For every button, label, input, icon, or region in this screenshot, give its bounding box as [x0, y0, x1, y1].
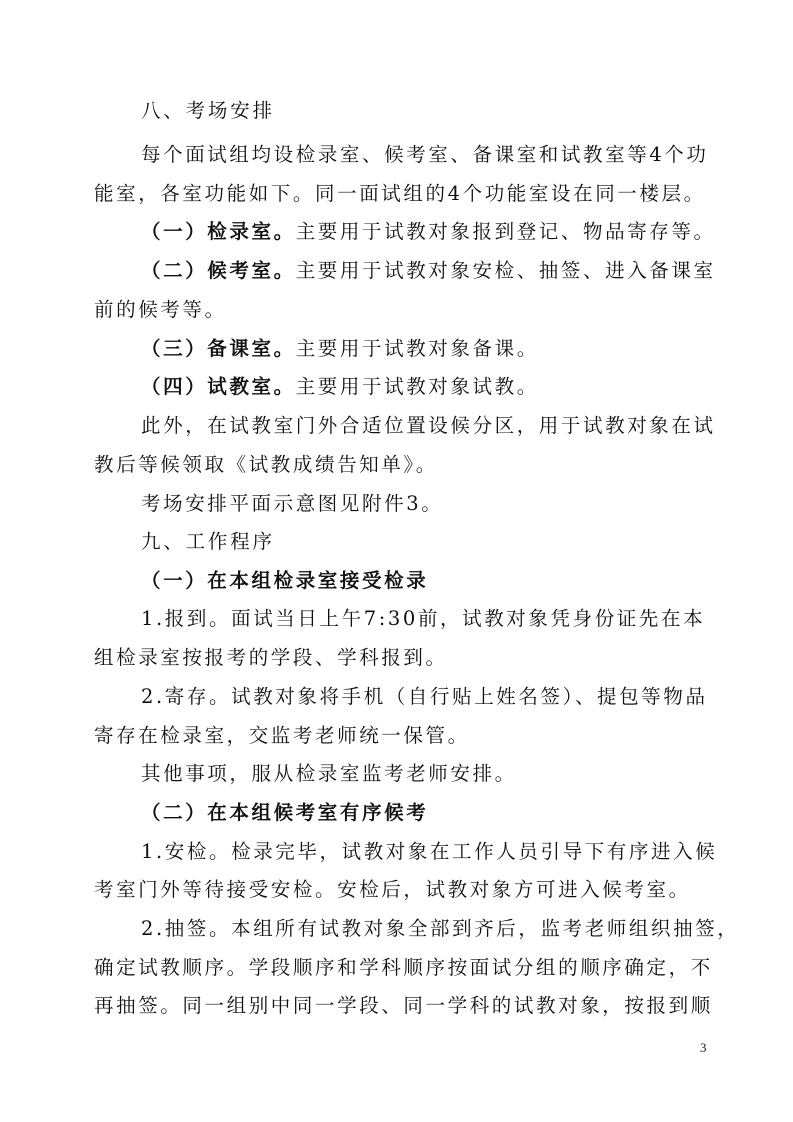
section-heading-work-procedure: 九、工作程序 — [141, 530, 275, 553]
paragraph-line: 其他事项，服从检录室监考老师安排。 — [141, 762, 517, 785]
list-item-preparation-room — [0, 335, 793, 363]
paragraph-line: 寄存在检录室，交监考老师统一保管。 — [94, 724, 470, 747]
paragraph-line: 考室门外等待接受安检。安检后，试教对象方可进入候考室。 — [94, 878, 691, 901]
paragraph-line: 考场安排平面示意图见附件3。 — [141, 492, 444, 515]
paragraph-line: 此外，在试教室门外合适位置设候分区，用于试教对象在试 — [141, 414, 716, 437]
item-label: （二）候考室。 — [141, 259, 296, 282]
paragraph-line: 1.安检。检录完毕，试教对象在工作人员引导下有序进入候 — [141, 840, 718, 863]
paragraph-line: 确定试教顺序。学段顺序和学科顺序按面试分组的顺序确定，不 — [94, 956, 713, 979]
list-item-waiting-room — [0, 257, 793, 285]
paragraph-line: 2.抽签。本组所有试教对象全部到齐后，监考老师组织抽签， — [141, 917, 740, 940]
item-text: 主要用于试教对象报到登记、物品寄存等。 — [295, 220, 716, 243]
paragraph-line: 组检录室按报考的学段、学科报到。 — [94, 646, 448, 669]
paragraph-line: 2.寄存。试教对象将手机（自行贴上姓名签）、提包等物品 — [141, 685, 708, 708]
paragraph-line: 1.报到。面试当日上午7:30前，试教对象凭身份证先在本 — [141, 607, 706, 630]
paragraph-line: 教后等候领取《试教成绩告知单》。 — [94, 453, 438, 476]
item-label: （三）备课室。 — [141, 337, 296, 360]
paragraph-line: 能室，各室功能如下。同一面试组的4个功能室设在同一楼层。 — [94, 182, 706, 205]
sub-heading-waiting: （二）在本组候考室有序候考 — [141, 801, 429, 824]
item-text: 主要用于试教对象备课。 — [295, 337, 539, 360]
sub-heading-check-in: （一）在本组检录室接受检录 — [141, 569, 429, 592]
item-text: 主要用于试教对象试教。 — [295, 375, 539, 398]
item-label: （一）检录室。 — [141, 220, 296, 243]
paragraph-line: 每个面试组均设检录室、候考室、备课室和试教室等4个功 — [141, 143, 709, 166]
page-number: 3 — [700, 1040, 707, 1055]
paragraph-line: 再抽签。同一组别中同一学段、同一学科的试教对象，按报到顺 — [94, 994, 713, 1017]
item-text: 主要用于试教对象安检、抽签、进入备课室 — [295, 259, 716, 282]
list-item-teaching-room — [0, 373, 793, 401]
section-heading-exam-arrangement: 八、考场安排 — [141, 99, 275, 122]
list-item-check-in-room — [0, 218, 793, 246]
item-label: （四）试教室。 — [141, 375, 296, 398]
paragraph-line: 前的候考等。 — [94, 298, 227, 321]
